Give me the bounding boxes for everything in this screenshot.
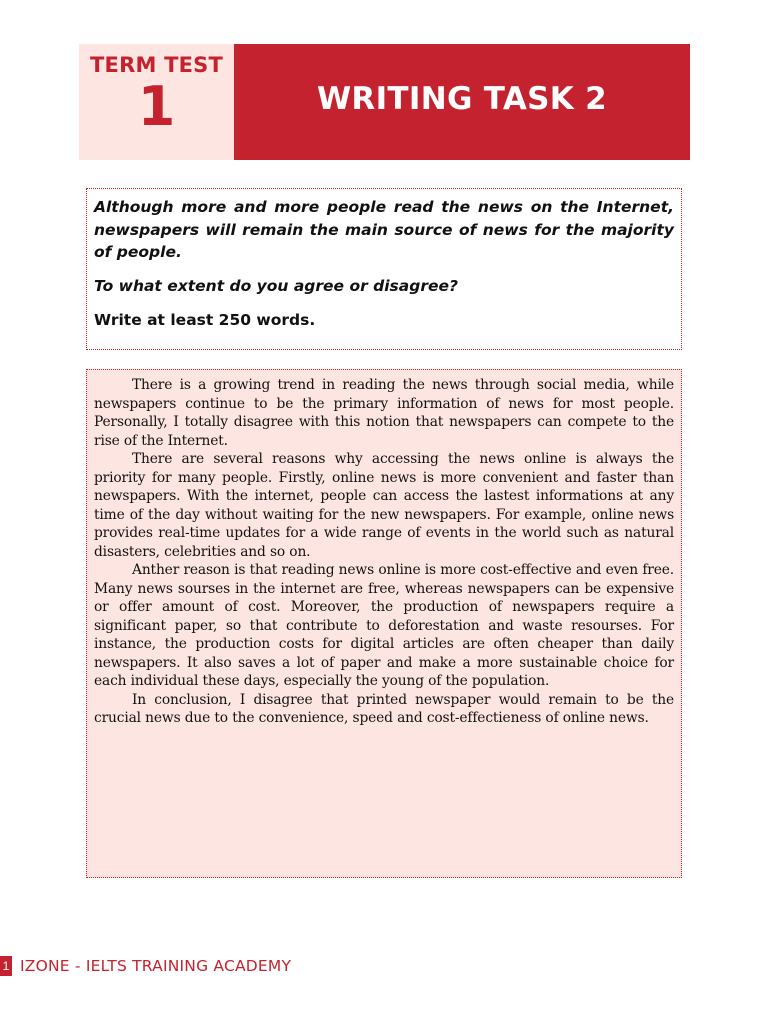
prompt-instruction: Write at least 250 words.	[94, 310, 316, 329]
essay-paragraph-body-2: Anther reason is that reading news online is more cost-effective and even free. Many news sourses in the internet are free, whereas newspapers can be expensive or offer amount of cost. Moreover, the production of newspapers require a significant paper, so that contribute to deforestation and waste resourses. For instance, the production costs for digital articles are often cheaper than daily newspapers. It also saves a lot of paper and make a more sustainable choice for each individual these days, especially the young of the population.	[94, 562, 674, 689]
prompt-statement: Although more and more people read the news on the Internet, newspapers will remain the main source of news for the majority of people.	[94, 198, 674, 261]
task-prompt-box	[86, 188, 682, 350]
footer	[0, 955, 291, 977]
term-test-label: TERM TEST	[90, 53, 223, 77]
prompt-question: To what extent do you agree or disagree?	[94, 276, 458, 295]
title-box	[234, 44, 690, 160]
term-test-box	[79, 44, 234, 160]
essay-paragraph-body-1: There are several reasons why accessing the news online is always the priority for many people. Firstly, online news is more convenient and faster than newspapers. With the internet, people can access the lastest informations at any time of the day without waiting for the new newspapers. For example, online news provides real-time updates for a wide range of events in the world such as natural disasters, celebrities and so on.	[94, 451, 674, 560]
footer-academy-name: IZONE - IELTS TRAINING ACADEMY	[20, 957, 292, 975]
term-test-number: 1	[137, 75, 176, 138]
page-number: 1	[0, 956, 12, 976]
essay-box	[86, 369, 682, 878]
essay-paragraph-introduction: There is a growing trend in reading the news through social media, while newspapers continue to be the primary information of news for most people. Personally, I totally disagree with this notion that newspapers can compete to the rise of the Internet.	[94, 377, 674, 449]
essay-paragraph-conclusion: In conclusion, I disagree that printed newspaper would remain to be the crucial news due to the convenience, speed and cost-effectieness of online news.	[94, 691, 674, 726]
header-banner	[79, 44, 690, 160]
page-title: WRITING TASK 2	[316, 81, 608, 117]
